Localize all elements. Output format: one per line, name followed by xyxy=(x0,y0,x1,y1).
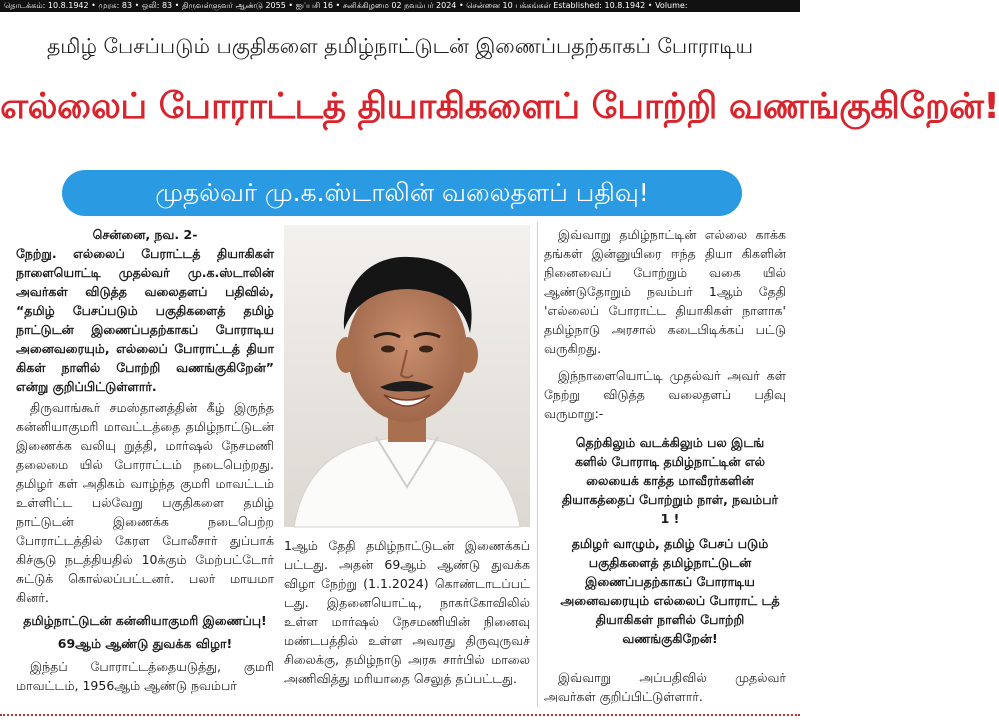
column-divider xyxy=(537,222,538,707)
quoted-post xyxy=(560,433,780,654)
subheading: 69ஆம் ஆண்டு துவக்க விழா! xyxy=(57,636,233,651)
closing-paragraph-wrap xyxy=(544,668,786,706)
quote-paragraph: தமிழர் வாழும், தமிழ் பேசப் படும் பகுதிகளைத் தமிழ்நாட்டுடன் இணைப்பதற்காகப் போராடிய அனைவரையும் எல்லைப் போராட் டத் தியாகிகள் நாளில் போற்றி வணங்குகிறேன்! xyxy=(560,536,780,646)
dateline: சென்னை, நவ. 2- xyxy=(92,227,198,242)
subheading: தமிழ்நாட்டுடன் கன்னியாகுமரி இணைப்பு! xyxy=(23,613,267,628)
lead-paragraph: நேற்று. எல்லைப் பேராட்டத் தியாகிகள் நாளையொட்டி முதல்வர் மு.க.ஸ்டாலின் அவர்கள் விடுத்த வலைதளப் பதிவில், “தமிழ் பேசப்படும் பகுதிகளைத் தமிழ் நாட்டுடன் இணைப்பதற்காகப் போராடிய அனைவரையும், எல்லைப் போராட்டத் தியா கிகள் நாளில் போற்றி வணங்குகிறேன்” என்று குறிப்பிட்டுள்ளார். xyxy=(16,246,274,394)
kicker-line: தமிழ் பேசப்படும் பகுதிகளை தமிழ்நாட்டுடன் இணைப்பதற்காகப் போராடிய xyxy=(46,34,754,58)
closing-paragraph: இவ்வாறு அப்பதிவில் முதல்வர் அவர்கள் குறிப்பிட்டுள்ளார். xyxy=(544,670,786,704)
paragraph: இவ்வாறு தமிழ்நாட்டின் எல்லை காக்க தங்கள் இன்னுயிரை ஈந்த தியா கிகளின் நினைவைப் போற்றும் வகை யில் ஆண்டுதோறும் நவம்பர் 1ஆம் தேதி 'எல்லைப் போராட்ட தியாகிகள் நாளாக' தமிழ்நாடு அரசால் கடைபிடிக்கப் பட்டு வருகிறது. xyxy=(544,227,786,356)
bottom-rule xyxy=(0,714,800,717)
paragraph: திருவாங்கூர் சமஸ்தானத்தின் கீழ் இருந்த கன்னியாகுமரி மாவட்டத்தை தமிழ்நாட்டுடன் இணைக்க வலியு றுத்தி, மார்ஷல் நேசமணி தலைமை யில் போராட்டம் நடைபெற்றது. தமிழர் கள் அதிகம் வாழ்ந்த குமரி மாவட்டம் உள்ளிட்ட பல்வேறு பகுதிகளை தமிழ் நாட்டுடன் இணைக்க நடைபெற்ற போராட்டத்தில் கேரள போலீசார் துப்பாக் கிச்சூடு நடத்தியதில் 10க்கும் மேற்பட்டோர் சுட்டுக் கொல்லப்பட்டனர். பலர் மாயமா கினர். xyxy=(16,400,274,605)
paragraph: இந்தப் போராட்டத்தையடுத்து, குமரி மாவட்டம், 1956ஆம் ஆண்டு நவம்பர் xyxy=(16,659,274,693)
article-column-3 xyxy=(544,225,786,423)
sub-banner xyxy=(62,170,742,216)
article-column-2: 1ஆம் தேதி தமிழ்நாட்டுடன் இணைக்கப் பட்டது. அதன் 69ஆம் ஆண்டு துவக்க விழா நேற்று (1.1.2024) கொண்டாடப்பட் டது. இதனையொட்டி, நாகர்கோவிலில் உள்ள மார்ஷல் நேசமணியின் நினைவு மண்டபத்தில் உள்ள அவரது திருவுருவச் சிலைக்கு, தமிழ்நாடு அரசு சார்பில் மாலை அணிவித்து மரியாதை செலுத் தப்பட்டது. xyxy=(284,538,530,686)
quote-paragraph: தெற்கிலும் வடக்கிலும் பல இடங் களில் போராடி தமிழ்நாட்டின் எல் லையைக் காத்த மாவீரர்களின் தியாகத்தைப் போற்றும் நாள், நவம்பர் 1 ! xyxy=(561,435,779,526)
paragraph: இந்நாளையொட்டி முதல்வர் அவர் கள் நேற்று விடுத்த வலைதளப் பதிவு வருமாறு:- xyxy=(544,368,786,421)
masthead-strip: தொடக்கம்: 10.8.1942 • முரசு: 83 • ஒலி: 83 • திருவள்ளுவர் ஆண்டு 2055 • ஐப்பசி 16 • சனிக்கிழமை 02 நவம்பர் 2024 • சென்னை 10 பக்கங்கள் Established: 10.8.1942 • Volume: xyxy=(0,0,800,12)
headline: எல்லைப் போராட்டத் தியாகிகளைப் போற்றி வணங்குகிறேன்! xyxy=(0,86,999,127)
article-column-1 xyxy=(16,225,274,695)
chief-minister-photo xyxy=(284,225,530,527)
sub-banner-text: முதல்வர் மு.க.ஸ்டாலின் வலைதளப் பதிவு! xyxy=(155,178,649,207)
